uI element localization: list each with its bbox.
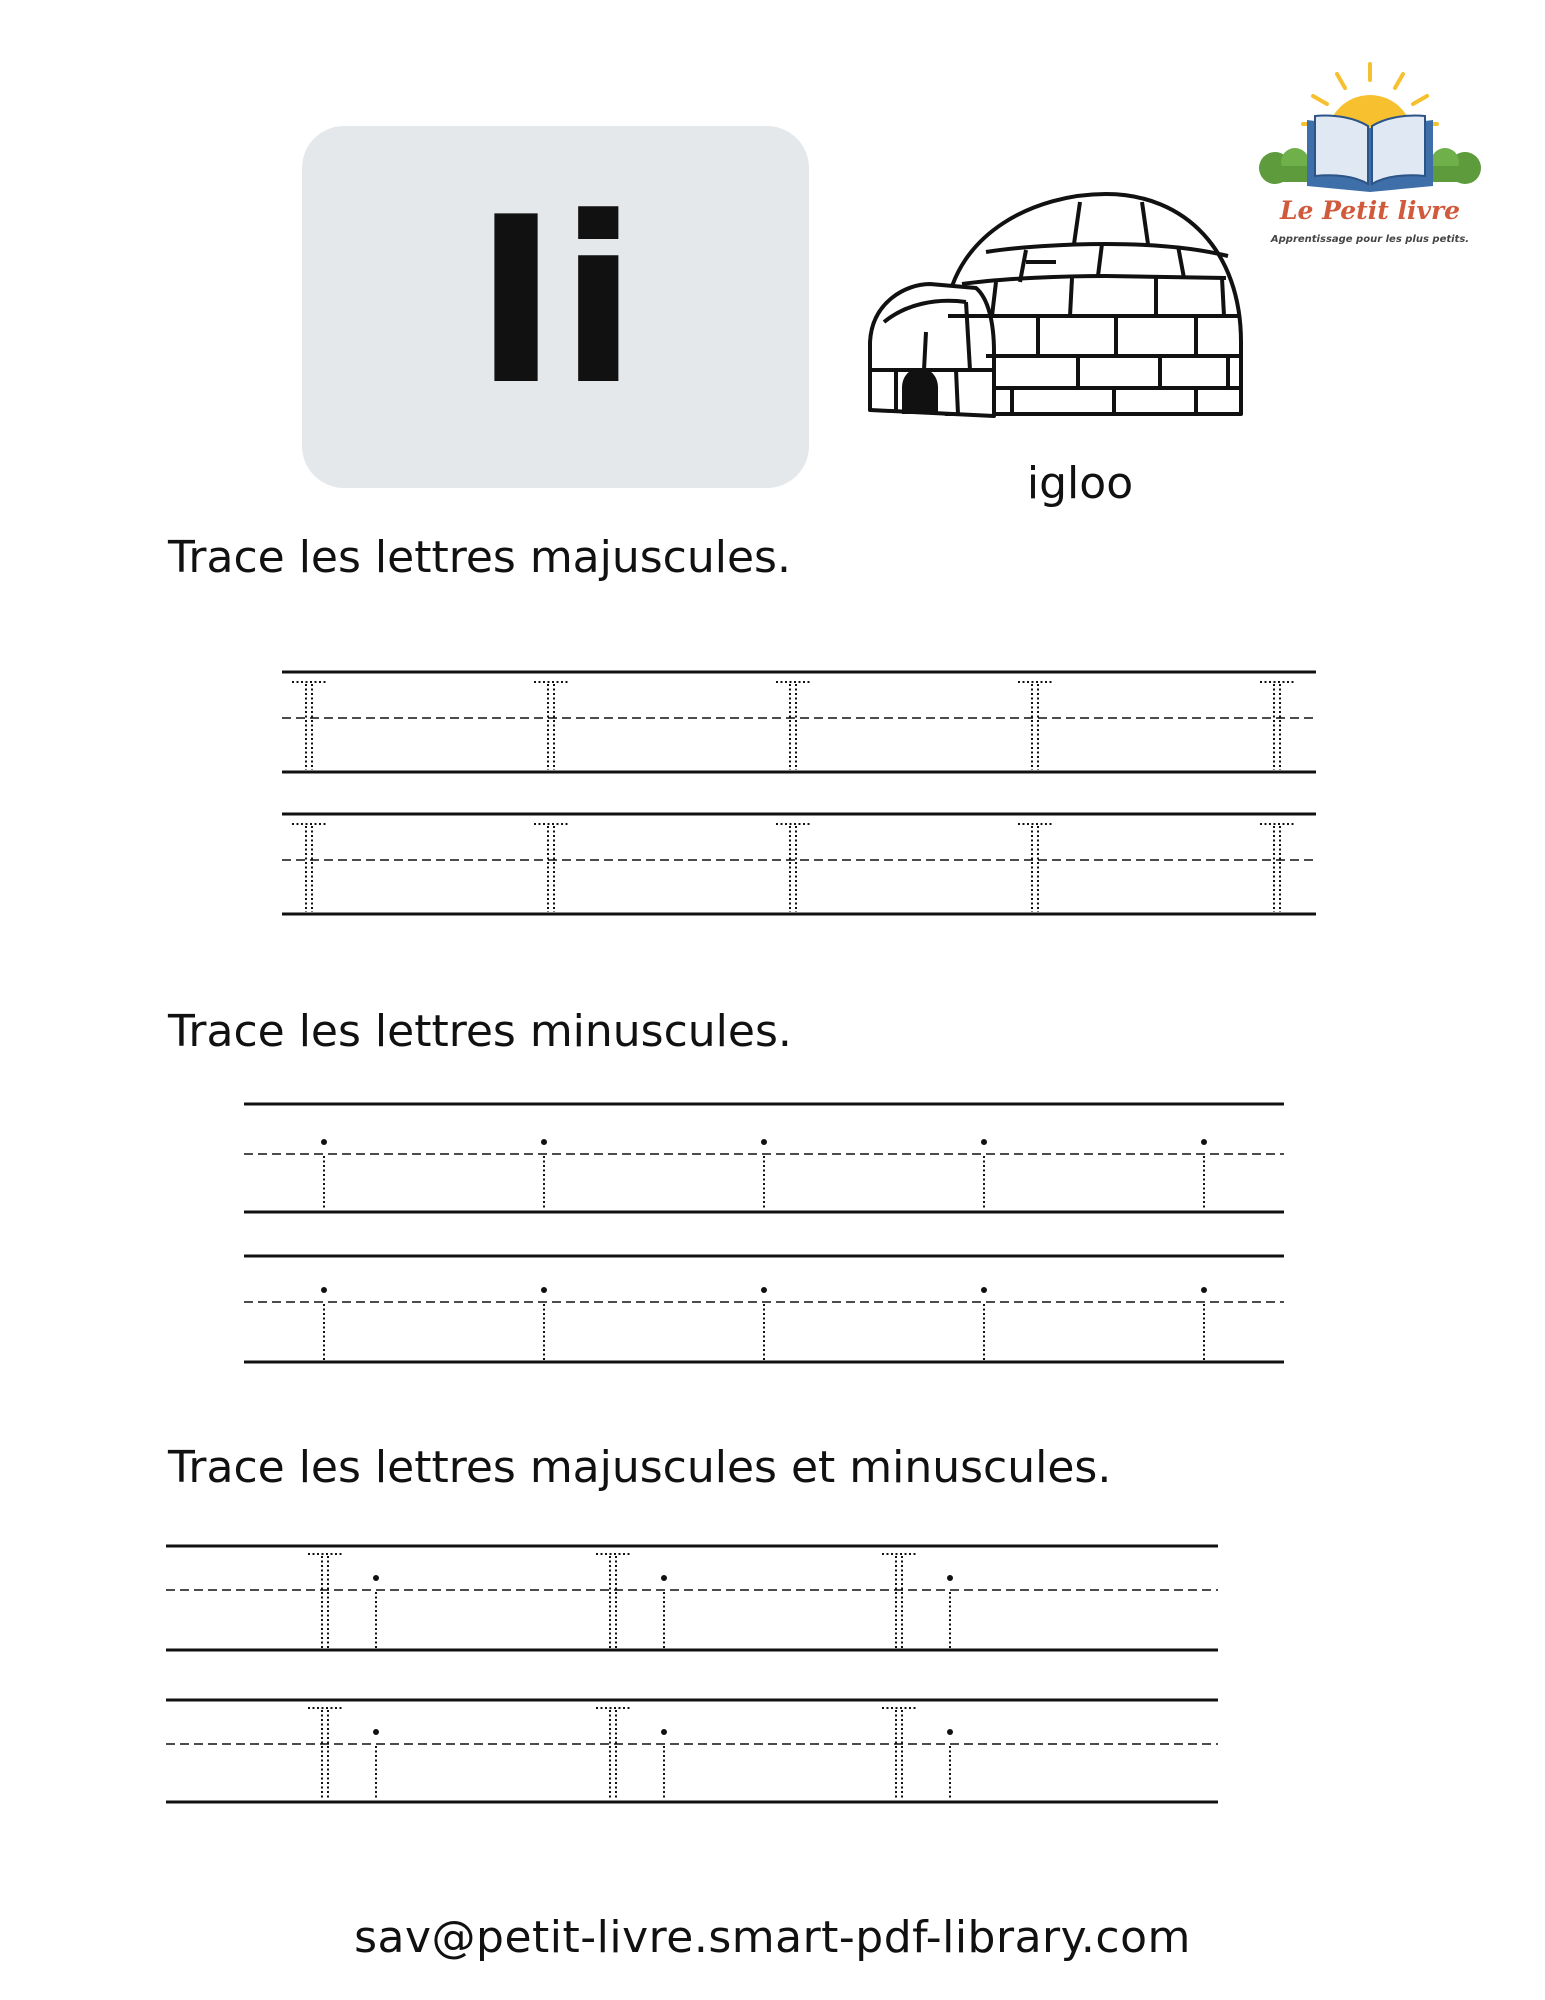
logo-tagline: Apprentissage pour les plus petits. [1270,234,1470,245]
dotted-lowercase-i-dot [541,1287,547,1293]
dotted-lowercase-i-dot [761,1287,767,1293]
dotted-lowercase-i-dot [947,1729,953,1735]
dotted-lowercase-i-dot [947,1575,953,1581]
dotted-lowercase-i-dot [373,1729,379,1735]
heading-mixed: Trace les lettres majuscules et minuscules. [168,1442,1112,1493]
heading-lowercase: Trace les lettres minuscules. [168,1006,792,1057]
picture-caption: igloo [1026,458,1134,509]
logo-name: Le Petit livre [1279,196,1461,225]
dotted-lowercase-i-dot [321,1139,327,1145]
featured-letter: Ii [473,169,638,436]
dotted-lowercase-i-dot [981,1287,987,1293]
dotted-lowercase-i-dot [373,1575,379,1581]
dotted-lowercase-i-dot [981,1139,987,1145]
dotted-lowercase-i-dot [1201,1139,1207,1145]
dotted-lowercase-i-dot [761,1139,767,1145]
footer-email: sav@petit-livre.smart-pdf-library.com [354,1912,1191,1963]
dotted-lowercase-i-dot [661,1729,667,1735]
dotted-lowercase-i-dot [321,1287,327,1293]
dotted-lowercase-i-dot [661,1575,667,1581]
heading-uppercase: Trace les lettres majuscules. [168,532,791,583]
dotted-lowercase-i-dot [1201,1287,1207,1293]
dotted-lowercase-i-dot [541,1139,547,1145]
